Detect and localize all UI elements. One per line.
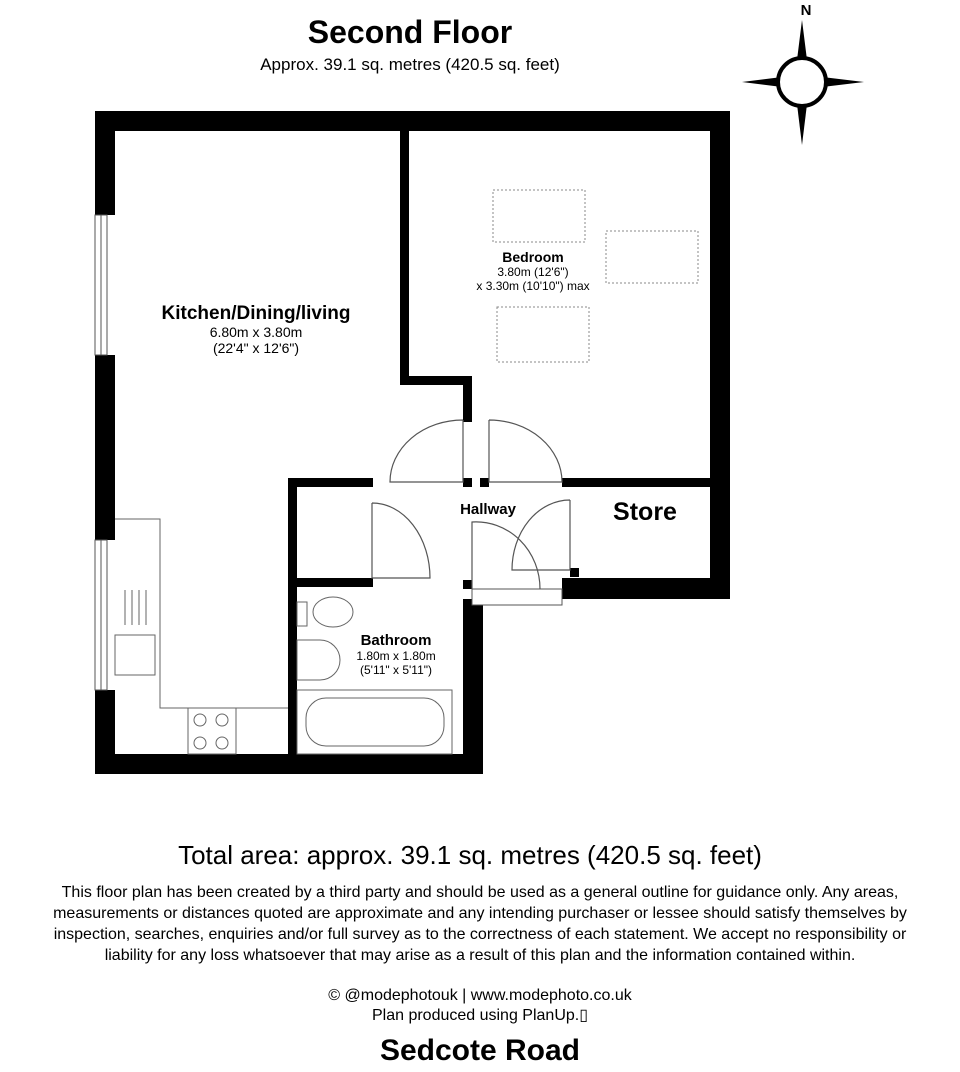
wall-cupboard-left xyxy=(288,478,297,763)
disclaimer-line: inspection, searches, enquiries and/or full survey as to the correctness of each statement. We accept no responsibility or xyxy=(53,926,907,943)
disclaimer-line: measurements or distances quoted are approximate and any intending purchaser or lessee should satisfy themselves by xyxy=(53,905,907,922)
wall-bedroom-left xyxy=(400,111,409,383)
compass-north-label: N xyxy=(800,2,812,19)
washbasin xyxy=(297,640,340,680)
entrance-threshold xyxy=(472,589,562,605)
room-dim-bathroom-imperial: (5'11" x 5'11") xyxy=(359,663,433,677)
room-dim-bedroom-2: x 3.30m (10'10") max xyxy=(476,279,590,293)
door-jamb xyxy=(570,478,579,487)
disclaimer-line: liability for any loss whatsoever that may arise as a result of this plan and the information contained within. xyxy=(104,947,856,964)
credits xyxy=(0,986,960,1026)
skylight xyxy=(606,231,698,283)
door-store xyxy=(512,500,570,570)
wall-bedroom-hall xyxy=(463,376,472,422)
disclaimer xyxy=(0,882,960,966)
room-name-store: Store xyxy=(613,498,677,526)
kitchen-worktop xyxy=(115,519,288,708)
door-jamb xyxy=(363,578,372,587)
north-compass-icon xyxy=(742,2,864,145)
credit-line: Plan produced using PlanUp.▯ xyxy=(371,1007,589,1024)
room-labels xyxy=(162,249,678,677)
credit-line: © @modephotouk | www.modephoto.co.uk xyxy=(328,987,632,1004)
door-bedroom xyxy=(489,420,562,482)
door-kitchen xyxy=(390,420,463,482)
wall-bedroom-step xyxy=(400,376,472,385)
door-jamb xyxy=(363,478,372,487)
wall-right xyxy=(710,111,730,599)
drainer xyxy=(125,590,146,625)
wall-cupboard-top xyxy=(288,478,373,487)
skylight xyxy=(497,307,589,362)
bathtub xyxy=(297,690,452,754)
room-dim-kitchen: 6.80m x 3.80m xyxy=(209,324,303,340)
skylight xyxy=(493,190,585,242)
door-entrance xyxy=(472,522,540,589)
kitchen-sink xyxy=(115,635,155,675)
wall-left-mid xyxy=(95,355,115,540)
room-dim-kitchen-imperial: (22'4" x 12'6") xyxy=(212,340,300,356)
property-address: Sedcote Road xyxy=(379,1034,581,1067)
room-dim-bathroom: 1.80m x 1.80m xyxy=(356,649,436,663)
wall-bath-top xyxy=(288,578,373,587)
room-name-kitchen: Kitchen/Dining/living xyxy=(161,303,351,324)
total-area: Total area: approx. 39.1 sq. metres (420.5 sq. feet) xyxy=(178,840,762,870)
room-name-bedroom: Bedroom xyxy=(502,249,564,265)
kitchen-fixtures xyxy=(115,519,288,754)
toilet xyxy=(313,597,353,627)
wall-store-bottom xyxy=(562,578,730,599)
door-jamb xyxy=(463,580,472,589)
floor-area-subtitle: Approx. 39.1 sq. metres (420.5 sq. feet) xyxy=(260,55,560,74)
door-cupboard xyxy=(372,503,430,578)
wall-bath-right xyxy=(463,599,483,774)
wall-left-upper xyxy=(95,111,115,215)
wall-top xyxy=(95,111,730,131)
door-jamb xyxy=(570,568,579,577)
floor-title: Second Floor xyxy=(307,14,513,50)
door-jamb xyxy=(480,478,489,487)
wall-bedroom-bottom xyxy=(562,478,730,487)
disclaimer-line: This floor plan has been created by a third party and should be used as a general outline for guidance only. Any areas, xyxy=(61,884,899,901)
room-name-hallway: Hallway xyxy=(460,501,516,518)
door-jamb xyxy=(463,478,472,487)
room-name-bathroom: Bathroom xyxy=(360,632,432,649)
room-dim-bedroom: 3.80m (12'6") xyxy=(497,265,569,279)
